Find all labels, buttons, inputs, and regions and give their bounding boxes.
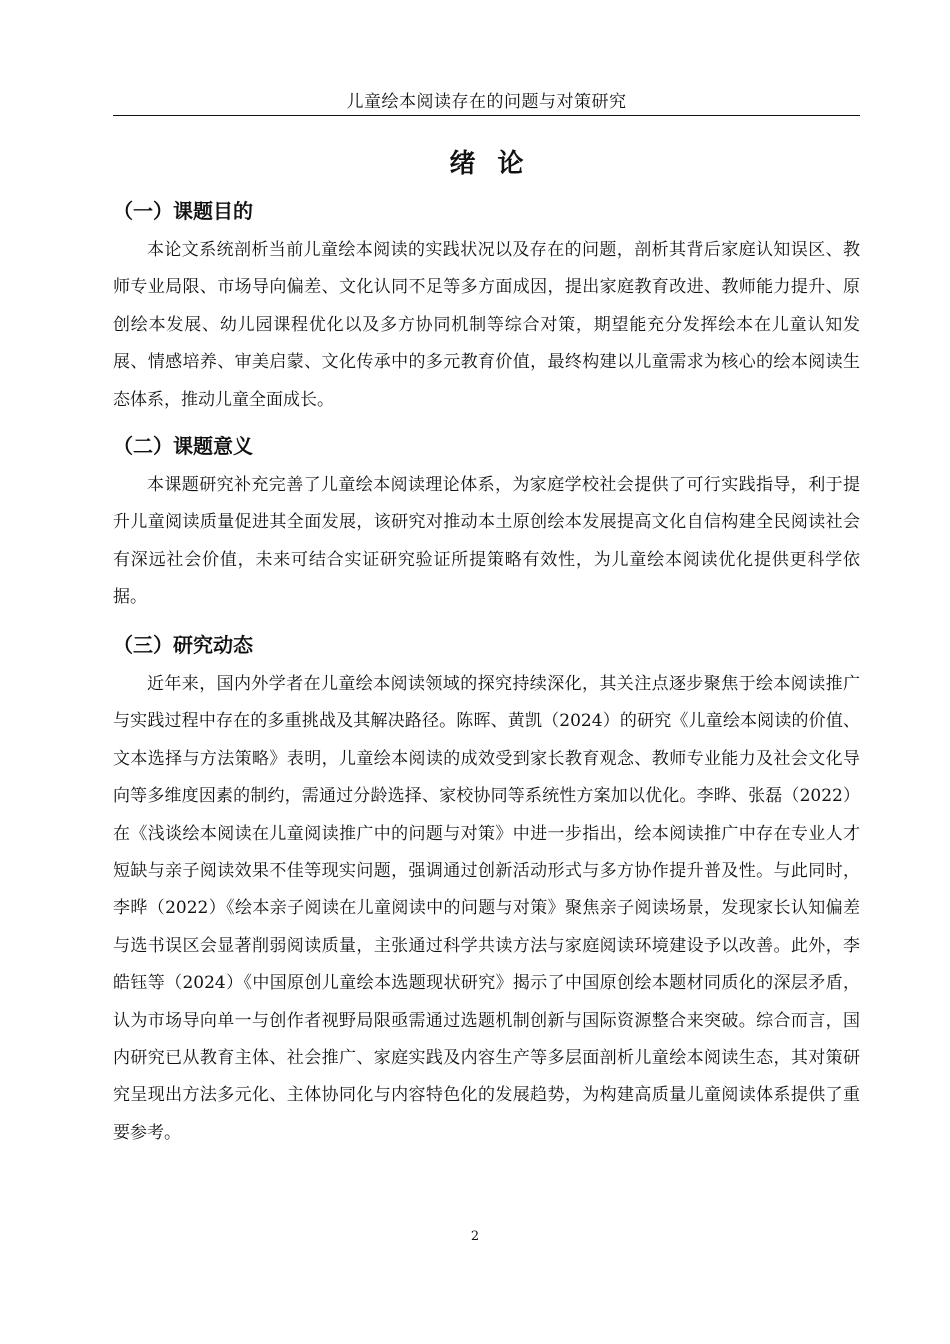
section-heading: （一）课题目的 xyxy=(113,199,253,223)
section-heading: （二）课题意义 xyxy=(113,434,253,458)
section-paragraph: 本课题研究补充完善了儿童绘本阅读理论体系，为家庭学校社会提供了可行实践指导，利于提升儿童阅读质量促进其全面发展，该研究对推动本土原创绘本发展提高文化自信构建全民阅读社会有深远社会价值，未来可结合实证研究验证所提策略有效性，为儿童绘本阅读优化提供更科学依据。 xyxy=(113,475,860,608)
section-paragraph: 近年来，国内外学者在儿童绘本阅读领域的探究持续深化，其关注点逐步聚焦于绘本阅读推广与实践过程中存在的多重挑战及其解决路径。陈晖、黄凯（2024）的研究《儿童绘本阅读的价值、文本选择与方法策略》表明，儿童绘本阅读的成效受到家长教育观念、教师专业能力及社会文化导向等多维度因素的制约，需通过分龄选择、家校协同等系统性方案加以优化。李晔、张磊（2022）在《浅谈绘本阅读在儿童阅读推广中的问题与对策》中进一步指出，绘本阅读推广中存在专业人才短缺与亲子阅读效果不佳等现实问题，强调通过创新活动形式与多方协作提升普及性。与此同时，李晔（2022）《绘本亲子阅读在儿童阅读中的问题与对策》聚焦亲子阅读场景，发现家长认知偏差与选书误区会显著削弱阅读质量，主张通过科学共读方法与家庭阅读环境建设予以改善。此外，李皓钰等（2024）《中国原创儿童绘本选题现状研究》揭示了中国原创绘本题材同质化的深层矛盾，认为市场导向单一与创作者视野局限亟需通过选题机制创新与国际资源整合来突破。综合而言，国内研究已从教育主体、社会推广、家庭实践及内容生产等多层面剖析儿童绘本阅读生态，其对策研究呈现出方法多元化、主体协同化与内容特色化的发展趋势，为构建高质量儿童阅读体系提供了重要参考。 xyxy=(113,674,860,1143)
section-significance xyxy=(113,431,860,617)
section-paragraph: 本论文系统剖析当前儿童绘本阅读的实践状况以及存在的问题，剖析其背后家庭认知误区、教师专业局限、市场导向偏差、文化认同不足等多方面成因，提出家庭教育改进、教师能力提升、原创绘本发展、幼儿园课程优化以及多方协同机制等综合对策，期望能充分发挥绘本在儿童认知发展、情感培养、审美启蒙、文化传承中的多元教育价值，最终构建以儿童需求为核心的绘本阅读生态体系，推动儿童全面成长。 xyxy=(113,240,860,410)
header-rule xyxy=(113,115,860,116)
chapter-title: 绪论 xyxy=(449,149,546,179)
section-purpose xyxy=(113,196,860,419)
running-header: 儿童绘本阅读存在的问题与对策研究 xyxy=(346,92,627,112)
page-number: 2 xyxy=(470,1229,480,1244)
section-heading: （三）研究动态 xyxy=(113,633,253,657)
section-research-status xyxy=(113,630,860,1152)
